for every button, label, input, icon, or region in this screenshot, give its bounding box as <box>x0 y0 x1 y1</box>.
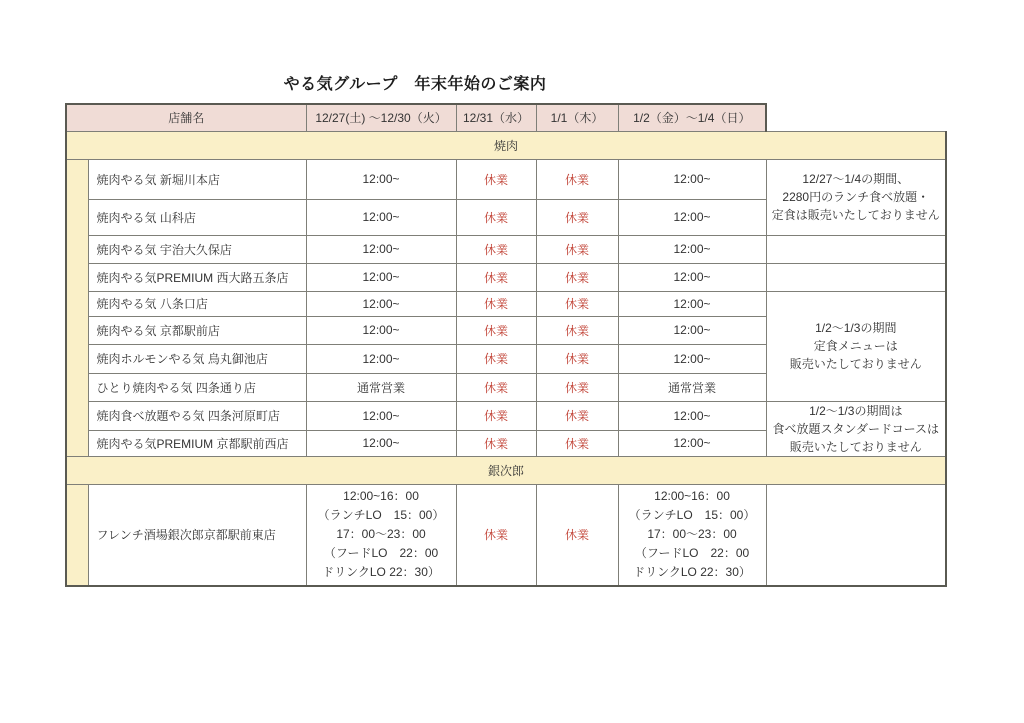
closed-cell: 休業 <box>536 159 618 199</box>
store-name-cell: 焼肉やる気 新堀川本店 <box>88 159 306 199</box>
section-label-ginjiro: 銀次郎 <box>66 456 946 484</box>
header-date-1231: 12/31（水） <box>456 104 536 131</box>
hours-cell: 12:00~ <box>306 159 456 199</box>
header-row <box>66 104 946 131</box>
header-date-1227-1230: 12/27(土) ～12/30（火） <box>306 104 456 131</box>
hours-cell: 12:00~ <box>306 235 456 263</box>
store-name-cell: 焼肉食べ放題やる気 四条河原町店 <box>88 401 306 430</box>
hours-cell: 12:00~ <box>618 159 766 199</box>
closed-cell: 休業 <box>536 484 618 586</box>
hours-cell: 12:00~ <box>306 430 456 456</box>
hours-cell: 12:00~ <box>618 199 766 235</box>
store-name-cell: 焼肉やる気 宇治大久保店 <box>88 235 306 263</box>
closed-cell: 休業 <box>456 235 536 263</box>
closed-cell: 休業 <box>456 316 536 344</box>
hours-cell: 12:00~16：00 （ランチLO 15：00） 17：00～23：00 （フードLO 22：00 ドリンクLO 22：30） <box>306 484 456 586</box>
store-name-cell: 焼肉やる気PREMIUM 京都駅前西店 <box>88 430 306 456</box>
closed-cell: 休業 <box>456 373 536 401</box>
closed-cell: 休業 <box>536 344 618 373</box>
hours-cell: 12:00~ <box>618 344 766 373</box>
holiday-schedule-table <box>65 103 947 587</box>
hours-cell: 通常営業 <box>618 373 766 401</box>
table-row <box>66 484 946 586</box>
closed-cell: 休業 <box>536 291 618 316</box>
hours-cell: 12:00~ <box>618 263 766 291</box>
note-empty-cell <box>766 484 946 586</box>
closed-cell: 休業 <box>536 373 618 401</box>
section-row-ginjiro <box>66 456 946 484</box>
store-name-cell: ひとり焼肉やる気 四条通り店 <box>88 373 306 401</box>
hours-cell: 12:00~ <box>618 235 766 263</box>
hours-cell: 12:00~ <box>618 430 766 456</box>
header-store-name: 店舗名 <box>66 104 306 131</box>
store-name-cell: 焼肉やる気 八条口店 <box>88 291 306 316</box>
closed-cell: 休業 <box>456 291 536 316</box>
closed-cell: 休業 <box>536 199 618 235</box>
table-row <box>66 159 946 199</box>
store-name-cell: 焼肉やる気PREMIUM 西大路五条店 <box>88 263 306 291</box>
closed-cell: 休業 <box>456 199 536 235</box>
section-label-yakiniku: 焼肉 <box>66 131 946 159</box>
closed-cell: 休業 <box>536 263 618 291</box>
hours-cell: 12:00~ <box>618 401 766 430</box>
store-name-cell: 焼肉ホルモンやる気 烏丸御池店 <box>88 344 306 373</box>
page-title: やる気グループ 年末年始のご案内 <box>283 76 547 93</box>
closed-cell: 休業 <box>456 159 536 199</box>
closed-cell: 休業 <box>456 401 536 430</box>
note-teishoku-menu: 1/2～1/3の期間 定食メニューは 販売いたしておりません <box>766 291 946 401</box>
hours-cell: 12:00~16：00 （ランチLO 15：00） 17：00～23：00 （フードLO 22：00 ドリンクLO 22：30） <box>618 484 766 586</box>
yakiniku-left-spacer <box>66 159 88 456</box>
header-date-0101: 1/1（木） <box>536 104 618 131</box>
hours-cell: 12:00~ <box>306 401 456 430</box>
closed-cell: 休業 <box>456 344 536 373</box>
note-empty-cell <box>766 235 946 263</box>
closed-cell: 休業 <box>456 263 536 291</box>
table-row <box>66 263 946 291</box>
table-row <box>66 291 946 316</box>
store-name-cell: 焼肉やる気 山科店 <box>88 199 306 235</box>
table-row <box>66 401 946 430</box>
hours-cell: 通常営業 <box>306 373 456 401</box>
closed-cell: 休業 <box>536 430 618 456</box>
ginjiro-left-spacer <box>66 484 88 586</box>
closed-cell: 休業 <box>456 430 536 456</box>
table-row <box>66 235 946 263</box>
hours-cell: 12:00~ <box>306 263 456 291</box>
section-row-yakiniku <box>66 131 946 159</box>
header-date-0102-0104: 1/2（金）～1/4（日） <box>618 104 766 131</box>
hours-cell: 12:00~ <box>306 344 456 373</box>
hours-cell: 12:00~ <box>618 291 766 316</box>
closed-cell: 休業 <box>456 484 536 586</box>
note-empty-cell <box>766 263 946 291</box>
closed-cell: 休業 <box>536 316 618 344</box>
store-name-cell: 焼肉やる気 京都駅前店 <box>88 316 306 344</box>
closed-cell: 休業 <box>536 401 618 430</box>
hours-cell: 12:00~ <box>306 291 456 316</box>
store-name-cell: フレンチ酒場銀次郎京都駅前東店 <box>88 484 306 586</box>
note-lunch-buffet: 12/27～1/4の期間、 2280円のランチ食べ放題・ 定食は販売いたしておりません <box>766 159 946 235</box>
hours-cell: 12:00~ <box>306 199 456 235</box>
header-note-spacer <box>766 104 946 131</box>
hours-cell: 12:00~ <box>618 316 766 344</box>
note-standard-course: 1/2～1/3の期間は 食べ放題スタンダードコースは 販売いたしておりません <box>766 401 946 456</box>
closed-cell: 休業 <box>536 235 618 263</box>
hours-cell: 12:00~ <box>306 316 456 344</box>
